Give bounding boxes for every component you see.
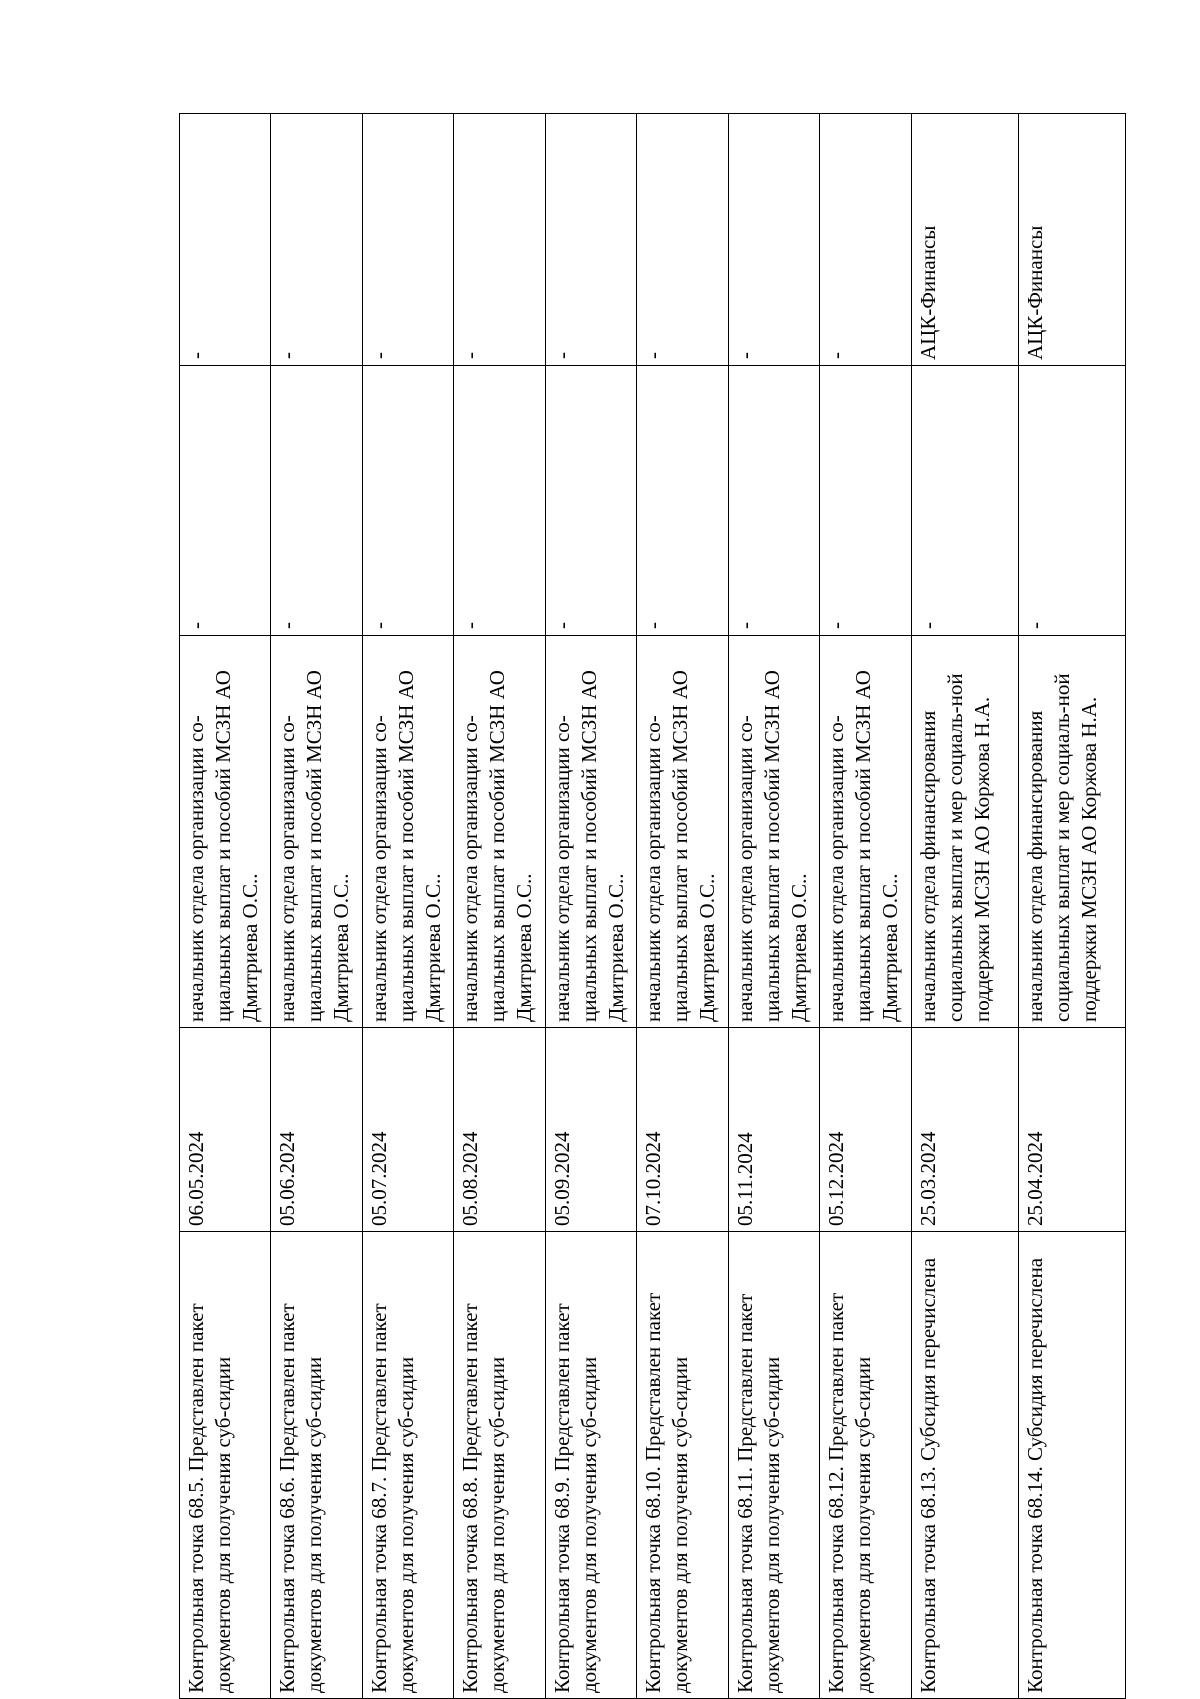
col5-cell: - (545, 114, 636, 366)
col4-cell: - (728, 366, 819, 636)
responsible-cell: начальник отдела организации со-циальных выплат и пособий МСЗН АО Дмитриева О.С.. (637, 636, 728, 1028)
col4-cell: - (362, 366, 453, 636)
responsible-cell: начальник отдела организации со-циальных выплат и пособий МСЗН АО Дмитриева О.С.. (180, 636, 271, 1028)
responsible-cell: начальник отдела финансирования социальных выплат и мер социаль-ной поддержки МСЗН АО Коржова Н.А. (911, 636, 1018, 1028)
col5-cell: - (454, 114, 545, 366)
col4-cell: - (454, 366, 545, 636)
control-point-cell: Контрольная точка 68.14. Субсидия перечислена (1018, 1232, 1125, 1699)
control-point-cell: Контрольная точка 68.9. Представлен пакет документов для получения суб-сидии (545, 1232, 636, 1699)
control-points-table (179, 113, 1126, 1699)
table-row (545, 114, 636, 1699)
table-row (1018, 114, 1125, 1699)
date-cell: 07.10.2024 (637, 1028, 728, 1232)
table-row (454, 114, 545, 1699)
control-point-cell: Контрольная точка 68.10. Представлен пакет документов для получения суб-сидии (637, 1232, 728, 1699)
date-cell: 05.11.2024 (728, 1028, 819, 1232)
table-row (820, 114, 911, 1699)
table-row (637, 114, 728, 1699)
table-row (271, 114, 362, 1699)
col5-cell: АЦК-Финансы (1018, 114, 1125, 366)
responsible-cell: начальник отдела организации со-циальных выплат и пособий МСЗН АО Дмитриева О.С.. (545, 636, 636, 1028)
col4-cell: - (911, 366, 1018, 636)
col4-cell: - (637, 366, 728, 636)
col5-cell: - (180, 114, 271, 366)
control-point-cell: Контрольная точка 68.6. Представлен пакет документов для получения суб-сидии (271, 1232, 362, 1699)
date-cell: 05.08.2024 (454, 1028, 545, 1232)
control-point-cell: Контрольная точка 68.11. Представлен пакет документов для получения суб-сидии (728, 1232, 819, 1699)
table-row (911, 114, 1018, 1699)
responsible-cell: начальник отдела организации со-циальных выплат и пособий МСЗН АО Дмитриева О.С.. (362, 636, 453, 1028)
col4-cell: - (820, 366, 911, 636)
control-point-cell: Контрольная точка 68.13. Субсидия перечислена (911, 1232, 1018, 1699)
control-point-cell: Контрольная точка 68.8. Представлен пакет документов для получения суб-сидии (454, 1232, 545, 1699)
date-cell: 05.07.2024 (362, 1028, 453, 1232)
control-point-cell: Контрольная точка 68.5. Представлен пакет документов для получения суб-сидии (180, 1232, 271, 1699)
table-row (180, 114, 271, 1699)
col5-cell: АЦК-Финансы (911, 114, 1018, 366)
responsible-cell: начальник отдела организации со-циальных выплат и пособий МСЗН АО Дмитриева О.С.. (820, 636, 911, 1028)
date-cell: 06.05.2024 (180, 1028, 271, 1232)
col5-cell: - (820, 114, 911, 366)
responsible-cell: начальник отдела организации со-циальных выплат и пособий МСЗН АО Дмитриева О.С.. (271, 636, 362, 1028)
responsible-cell: начальник отдела организации со-циальных выплат и пособий МСЗН АО Дмитриева О.С.. (728, 636, 819, 1028)
col5-cell: - (637, 114, 728, 366)
col4-cell: - (1018, 366, 1125, 636)
date-cell: 25.03.2024 (911, 1028, 1018, 1232)
col5-cell: - (271, 114, 362, 366)
col4-cell: - (180, 366, 271, 636)
col4-cell: - (271, 366, 362, 636)
date-cell: 25.04.2024 (1018, 1028, 1125, 1232)
date-cell: 05.06.2024 (271, 1028, 362, 1232)
responsible-cell: начальник отдела финансирования социальных выплат и мер социаль-ной поддержки МСЗН АО Коржова Н.А. (1018, 636, 1125, 1028)
col5-cell: - (362, 114, 453, 366)
col5-cell: - (728, 114, 819, 366)
col4-cell: - (545, 366, 636, 636)
responsible-cell: начальник отдела организации со-циальных выплат и пособий МСЗН АО Дмитриева О.С.. (454, 636, 545, 1028)
table-row (362, 114, 453, 1699)
date-cell: 05.12.2024 (820, 1028, 911, 1232)
rotated-table-page (179, 114, 1126, 1699)
date-cell: 05.09.2024 (545, 1028, 636, 1232)
control-point-cell: Контрольная точка 68.12. Представлен пакет документов для получения суб-сидии (820, 1232, 911, 1699)
control-point-cell: Контрольная точка 68.7. Представлен пакет документов для получения суб-сидии (362, 1232, 453, 1699)
table-row (728, 114, 819, 1699)
